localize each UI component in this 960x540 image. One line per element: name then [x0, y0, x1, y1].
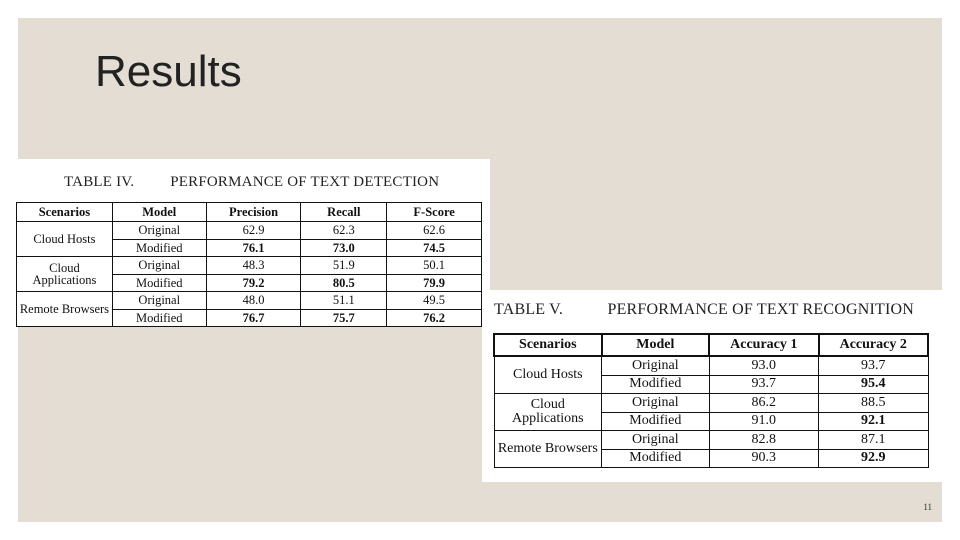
- model-cell: Modified: [112, 274, 206, 292]
- model-cell: Original: [112, 222, 206, 240]
- value-cell: 91.0: [709, 412, 818, 431]
- model-cell: Modified: [112, 309, 206, 327]
- value-cell: 93.0: [709, 356, 818, 375]
- value-cell: 93.7: [709, 375, 818, 394]
- model-cell: Original: [602, 356, 709, 375]
- value-cell: 80.5: [301, 274, 387, 292]
- header-accuracy-1: Accuracy 1: [709, 334, 818, 356]
- header-recall: Recall: [301, 203, 387, 222]
- page-number: 11: [923, 502, 932, 512]
- value-cell: 86.2: [709, 394, 818, 413]
- value-cell: 82.8: [709, 431, 818, 450]
- value-cell: 76.2: [387, 309, 482, 327]
- header-f-score: F-Score: [387, 203, 482, 222]
- value-cell: 75.7: [301, 309, 387, 327]
- scenario-cell: Remote Browsers: [17, 292, 113, 327]
- header-accuracy-2: Accuracy 2: [819, 334, 929, 356]
- value-cell: 48.3: [206, 257, 301, 275]
- model-cell: Modified: [602, 449, 709, 468]
- scenario-cell: Cloud Hosts: [17, 222, 113, 257]
- table-row: [494, 431, 928, 450]
- value-cell: 76.7: [206, 309, 301, 327]
- value-cell: 95.4: [819, 375, 929, 394]
- model-cell: Original: [112, 257, 206, 275]
- table-row: [17, 292, 482, 310]
- value-cell: 49.5: [387, 292, 482, 310]
- value-cell: 88.5: [819, 394, 929, 413]
- text-recognition-table: [493, 333, 929, 468]
- table-row: [17, 257, 482, 275]
- table-v-title: PERFORMANCE OF TEXT RECOGNITION: [607, 301, 915, 318]
- table-iv-title: PERFORMANCE OF TEXT DETECTION: [170, 174, 440, 190]
- value-cell: 51.9: [301, 257, 387, 275]
- model-cell: Original: [112, 292, 206, 310]
- value-cell: 50.1: [387, 257, 482, 275]
- text-detection-table: [16, 202, 482, 327]
- model-cell: Modified: [602, 412, 709, 431]
- value-cell: 79.9: [387, 274, 482, 292]
- value-cell: 51.1: [301, 292, 387, 310]
- value-cell: 92.1: [819, 412, 929, 431]
- value-cell: 87.1: [819, 431, 929, 450]
- header-model: Model: [602, 334, 709, 356]
- value-cell: 48.0: [206, 292, 301, 310]
- value-cell: 92.9: [819, 449, 929, 468]
- model-cell: Original: [602, 394, 709, 413]
- value-cell: 62.9: [206, 222, 301, 240]
- value-cell: 62.3: [301, 222, 387, 240]
- scenario-cell: Remote Browsers: [494, 431, 602, 468]
- value-cell: 79.2: [206, 274, 301, 292]
- header-model: Model: [112, 203, 206, 222]
- header-precision: Precision: [206, 203, 301, 222]
- slide-title: Results: [95, 47, 242, 96]
- table-v-caption: [494, 301, 914, 319]
- value-cell: 76.1: [206, 239, 301, 257]
- model-cell: Modified: [602, 375, 709, 394]
- value-cell: 62.6: [387, 222, 482, 240]
- value-cell: 90.3: [709, 449, 818, 468]
- scenario-cell: Cloud Hosts: [494, 356, 602, 394]
- table-row: [17, 222, 482, 240]
- table-iv-label: TABLE IV.: [64, 174, 135, 190]
- table-iv-panel: [14, 159, 490, 327]
- table-row: [494, 356, 928, 375]
- scenario-cell: Cloud Applications: [494, 394, 602, 431]
- model-cell: Original: [602, 431, 709, 450]
- model-cell: Modified: [112, 239, 206, 257]
- value-cell: 93.7: [819, 356, 929, 375]
- header-scenarios: Scenarios: [17, 203, 113, 222]
- table-row: [494, 394, 928, 413]
- scenario-cell: Cloud Applications: [17, 257, 113, 292]
- table-v-label: TABLE V.: [494, 301, 564, 318]
- table-iv-caption: [64, 174, 439, 191]
- value-cell: 73.0: [301, 239, 387, 257]
- table-v-panel: [482, 290, 942, 482]
- value-cell: 74.5: [387, 239, 482, 257]
- header-scenarios: Scenarios: [494, 334, 602, 356]
